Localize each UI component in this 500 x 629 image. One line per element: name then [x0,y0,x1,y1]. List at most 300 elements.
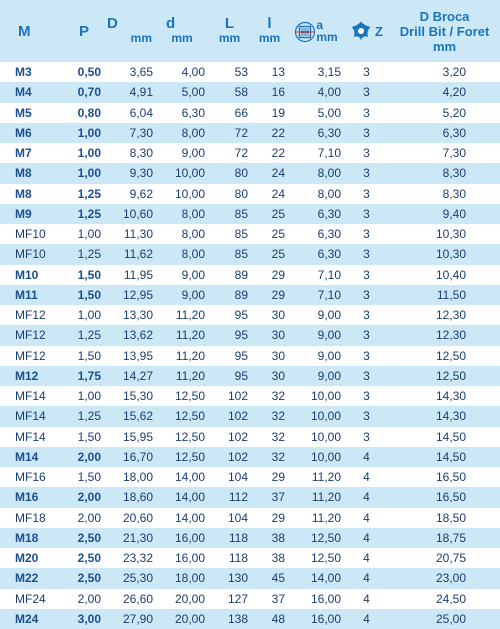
cell-a: 9,00 [288,346,344,366]
header-z [344,0,389,62]
cell-drill: 14,30 [389,406,500,426]
header-l-big [208,0,251,62]
cell-p: 1,00 [52,163,103,183]
table-row [0,467,500,487]
cell-l-big: 112 [208,487,251,507]
cell-drill: 12,50 [389,366,500,386]
cell-d-big: 11,62 [103,244,156,264]
cell-l-big: 130 [208,568,251,588]
cell-l-small: 30 [251,305,288,325]
cell-p: 3,00 [52,609,103,629]
flute-cross-section-icon [350,20,372,42]
cell-d-small: 11,20 [156,346,208,366]
cell-l-big: 102 [208,406,251,426]
table-row [0,427,500,447]
table-row [0,406,500,426]
cell-drill: 8,30 [389,163,500,183]
cell-drill: 3,20 [389,62,500,82]
cell-z: 3 [344,244,389,264]
cell-d-big: 20,60 [103,508,156,528]
cell-drill: 10,40 [389,265,500,285]
cell-l-big: 127 [208,589,251,609]
cell-d-small: 5,00 [156,82,208,102]
cell-d-small: 16,00 [156,528,208,548]
cell-d-big: 15,30 [103,386,156,406]
cell-d-big: 15,62 [103,406,156,426]
cell-drill: 18,50 [389,508,500,528]
cell-l-big: 95 [208,346,251,366]
header-d-big-label: D [107,15,118,32]
cell-a: 9,00 [288,305,344,325]
header-l-small-label: l [267,15,272,32]
header-d-small-unit: mm [171,31,193,45]
cell-l-small: 22 [251,143,288,163]
cell-z: 3 [344,285,389,305]
table-row [0,589,500,609]
cell-l-small: 29 [251,265,288,285]
cell-drill: 7,30 [389,143,500,163]
table-row [0,568,500,588]
cell-a: 6,30 [288,244,344,264]
cell-l-small: 37 [251,487,288,507]
cell-a: 6,30 [288,204,344,224]
cell-p: 0,70 [52,82,103,102]
cell-l-small: 32 [251,427,288,447]
cell-z: 4 [344,609,389,629]
cell-d-big: 26,60 [103,589,156,609]
table-row [0,548,500,568]
table-row [0,528,500,548]
cell-d-small: 9,00 [156,143,208,163]
cell-l-big: 85 [208,244,251,264]
table-row [0,123,500,143]
cell-z: 3 [344,143,389,163]
cell-l-small: 38 [251,528,288,548]
cell-d-big: 13,30 [103,305,156,325]
cell-l-big: 95 [208,325,251,345]
cell-l-big: 89 [208,265,251,285]
cell-p: 1,00 [52,386,103,406]
cell-m: MF10 [0,224,52,244]
cell-d-small: 12,50 [156,386,208,406]
header-a-unit: mm [316,30,338,44]
cell-p: 1,00 [52,305,103,325]
cell-drill: 12,50 [389,346,500,366]
cell-z: 3 [344,62,389,82]
cell-d-big: 13,95 [103,346,156,366]
cell-a: 10,00 [288,447,344,467]
table-row [0,265,500,285]
cell-a: 7,10 [288,265,344,285]
cell-m: M12 [0,366,52,386]
cell-p: 2,00 [52,487,103,507]
cell-p: 1,25 [52,325,103,345]
header-d-big-unit: mm [130,31,152,45]
cell-z: 4 [344,447,389,467]
table-row [0,325,500,345]
header-d-big [103,0,156,62]
header-l-small-unit: mm [258,31,281,45]
header-drill-unit: mm [432,38,457,54]
table-row [0,346,500,366]
cell-z: 4 [344,508,389,528]
cell-l-big: 138 [208,609,251,629]
cell-l-big: 118 [208,548,251,568]
table-row [0,143,500,163]
cell-z: 3 [344,346,389,366]
cell-drill: 10,30 [389,224,500,244]
cell-drill: 12,30 [389,305,500,325]
cell-d-small: 20,00 [156,589,208,609]
cell-p: 1,50 [52,346,103,366]
cell-m: M10 [0,265,52,285]
cell-m: M14 [0,447,52,467]
table-header [0,0,500,62]
cell-l-small: 37 [251,589,288,609]
cell-l-small: 24 [251,163,288,183]
cell-l-big: 80 [208,163,251,183]
cell-z: 3 [344,325,389,345]
cell-z: 3 [344,163,389,183]
cell-d-big: 9,62 [103,184,156,204]
cell-d-big: 14,27 [103,366,156,386]
cell-d-small: 4,00 [156,62,208,82]
cell-p: 2,00 [52,447,103,467]
cell-z: 3 [344,305,389,325]
cell-l-big: 102 [208,427,251,447]
cell-m: MF12 [0,325,52,345]
cell-m: MF16 [0,467,52,487]
cell-a: 9,00 [288,366,344,386]
header-l-small [251,0,288,62]
cell-d-small: 6,30 [156,103,208,123]
cell-d-big: 3,65 [103,62,156,82]
cell-drill: 14,30 [389,386,500,406]
cell-d-big: 27,90 [103,609,156,629]
cell-p: 1,50 [52,467,103,487]
cell-m: MF12 [0,305,52,325]
cell-drill: 5,20 [389,103,500,123]
cell-z: 3 [344,103,389,123]
cell-drill: 14,50 [389,447,500,467]
cell-d-big: 10,60 [103,204,156,224]
cell-p: 2,50 [52,528,103,548]
header-a-group [288,19,344,43]
cell-drill: 16,50 [389,487,500,507]
cell-d-small: 11,20 [156,305,208,325]
cell-p: 0,80 [52,103,103,123]
cell-z: 3 [344,366,389,386]
cell-d-big: 12,95 [103,285,156,305]
cell-d-small: 9,00 [156,265,208,285]
cell-l-big: 89 [208,285,251,305]
cell-d-small: 16,00 [156,548,208,568]
cell-l-small: 45 [251,568,288,588]
cell-drill: 12,30 [389,325,500,345]
cell-l-big: 104 [208,508,251,528]
table-row [0,224,500,244]
cell-m: M16 [0,487,52,507]
cell-d-small: 14,00 [156,508,208,528]
cell-l-small: 30 [251,346,288,366]
cell-l-big: 104 [208,467,251,487]
cell-m: MF18 [0,508,52,528]
cell-a: 7,10 [288,285,344,305]
cell-a: 11,20 [288,487,344,507]
cell-l-small: 24 [251,184,288,204]
cell-l-small: 25 [251,204,288,224]
cell-p: 2,50 [52,568,103,588]
header-z-group [344,20,389,42]
cell-d-big: 18,00 [103,467,156,487]
cell-a: 14,00 [288,568,344,588]
table-row [0,184,500,204]
cell-p: 2,50 [52,548,103,568]
cell-l-big: 85 [208,204,251,224]
cell-a: 8,00 [288,184,344,204]
header-p [52,0,103,62]
cell-p: 1,00 [52,123,103,143]
cell-l-small: 29 [251,285,288,305]
cell-d-big: 7,30 [103,123,156,143]
cell-m: M24 [0,609,52,629]
cell-drill: 9,40 [389,204,500,224]
cell-m: M20 [0,548,52,568]
cell-z: 3 [344,224,389,244]
table-row [0,508,500,528]
header-d-small [156,0,208,62]
table-row [0,447,500,467]
header-d-small-label: d [166,15,176,32]
cell-l-big: 85 [208,224,251,244]
cell-p: 1,00 [52,224,103,244]
header-drill-line2: Drill Bit / Foret [399,23,490,39]
header-a [288,0,344,62]
cell-a: 12,50 [288,528,344,548]
cell-l-small: 30 [251,325,288,345]
cell-d-small: 8,00 [156,204,208,224]
cell-d-small: 11,20 [156,325,208,345]
cell-p: 1,25 [52,244,103,264]
cell-l-big: 118 [208,528,251,548]
cell-d-big: 6,04 [103,103,156,123]
cell-d-small: 14,00 [156,467,208,487]
cell-d-big: 9,30 [103,163,156,183]
cell-d-small: 12,50 [156,447,208,467]
cell-d-small: 18,00 [156,568,208,588]
cell-l-small: 29 [251,508,288,528]
cell-a: 8,00 [288,163,344,183]
cell-m: MF14 [0,427,52,447]
cell-l-big: 58 [208,82,251,102]
cell-l-big: 102 [208,386,251,406]
cell-z: 3 [344,204,389,224]
header-a-label [316,19,337,43]
cell-l-big: 102 [208,447,251,467]
header-l-big-unit: mm [218,31,241,45]
table-row [0,204,500,224]
cell-p: 1,25 [52,406,103,426]
cell-l-small: 48 [251,609,288,629]
cell-d-big: 16,70 [103,447,156,467]
cell-p: 1,50 [52,427,103,447]
cell-m: M18 [0,528,52,548]
cell-z: 4 [344,589,389,609]
cell-d-small: 14,00 [156,487,208,507]
cell-a: 12,50 [288,548,344,568]
cell-a: 11,20 [288,467,344,487]
cell-m: M7 [0,143,52,163]
cell-l-big: 66 [208,103,251,123]
table-row [0,103,500,123]
table-row [0,305,500,325]
cell-d-big: 21,30 [103,528,156,548]
header-z-label: Z [375,23,383,39]
cell-l-small: 32 [251,447,288,467]
cell-d-big: 11,30 [103,224,156,244]
cell-drill: 10,30 [389,244,500,264]
cell-drill: 4,20 [389,82,500,102]
cell-l-small: 13 [251,62,288,82]
cell-l-small: 29 [251,467,288,487]
cell-drill: 8,30 [389,184,500,204]
header-l-big-label: L [224,15,235,32]
cell-drill: 23,00 [389,568,500,588]
cell-m: M8 [0,163,52,183]
cell-z: 4 [344,487,389,507]
cell-m: MF24 [0,589,52,609]
cell-z: 4 [344,548,389,568]
cell-l-small: 38 [251,548,288,568]
cell-l-big: 80 [208,184,251,204]
cell-a: 3,15 [288,62,344,82]
table-row [0,386,500,406]
cell-d-big: 11,95 [103,265,156,285]
cell-p: 1,00 [52,143,103,163]
cell-drill: 20,75 [389,548,500,568]
cell-m: MF14 [0,386,52,406]
cell-d-small: 10,00 [156,184,208,204]
cell-a: 16,00 [288,609,344,629]
cell-z: 3 [344,386,389,406]
cell-l-big: 95 [208,366,251,386]
cell-l-big: 53 [208,62,251,82]
cell-m: MF14 [0,406,52,426]
cell-l-big: 72 [208,143,251,163]
cell-a: 9,00 [288,325,344,345]
cell-m: M8 [0,184,52,204]
cell-d-big: 25,30 [103,568,156,588]
cell-a: 5,00 [288,103,344,123]
cell-d-small: 8,00 [156,224,208,244]
cell-m: MF10 [0,244,52,264]
header-drill [389,0,500,62]
cell-z: 4 [344,467,389,487]
cell-l-small: 22 [251,123,288,143]
cell-d-big: 4,91 [103,82,156,102]
cell-l-small: 30 [251,366,288,386]
cell-l-small: 19 [251,103,288,123]
cell-l-small: 32 [251,386,288,406]
cell-z: 3 [344,427,389,447]
table-row [0,62,500,82]
cell-d-small: 20,00 [156,609,208,629]
cell-d-big: 8,30 [103,143,156,163]
header-p-label: P [78,22,89,40]
cell-m: MF12 [0,346,52,366]
cell-m: M5 [0,103,52,123]
cell-d-small: 12,50 [156,427,208,447]
cell-p: 2,00 [52,589,103,609]
cell-z: 4 [344,528,389,548]
cell-a: 11,20 [288,508,344,528]
cell-a: 10,00 [288,406,344,426]
cell-d-small: 11,20 [156,366,208,386]
cell-p: 1,50 [52,265,103,285]
cell-drill: 16,50 [389,467,500,487]
cell-drill: 14,50 [389,427,500,447]
header-m-label: M [18,22,31,40]
cell-a: 10,00 [288,427,344,447]
cell-z: 4 [344,568,389,588]
cell-p: 1,25 [52,184,103,204]
table-row [0,285,500,305]
cell-l-big: 95 [208,305,251,325]
cell-p: 1,50 [52,285,103,305]
cell-d-small: 8,00 [156,123,208,143]
cell-d-big: 23,32 [103,548,156,568]
cell-drill: 6,30 [389,123,500,143]
cell-a: 6,30 [288,123,344,143]
cell-a: 10,00 [288,386,344,406]
cell-l-small: 25 [251,244,288,264]
table-row [0,609,500,629]
table-row [0,487,500,507]
cell-l-small: 32 [251,406,288,426]
cell-z: 3 [344,82,389,102]
cell-d-big: 13,62 [103,325,156,345]
cell-d-big: 15,95 [103,427,156,447]
cell-m: M11 [0,285,52,305]
cell-p: 2,00 [52,508,103,528]
cell-a: 6,30 [288,224,344,244]
cell-drill: 24,50 [389,589,500,609]
table-row [0,366,500,386]
cell-a: 4,00 [288,82,344,102]
table-row [0,82,500,102]
cell-d-small: 12,50 [156,406,208,426]
cell-m: M6 [0,123,52,143]
cell-z: 3 [344,123,389,143]
cell-z: 3 [344,406,389,426]
table-row [0,163,500,183]
header-drill-line1: D Broca [419,8,470,24]
cell-m: M3 [0,62,52,82]
table-row [0,244,500,264]
cell-m: M22 [0,568,52,588]
cell-p: 0,50 [52,62,103,82]
header-a-letter: a [316,18,324,32]
square-drive-icon [294,21,316,43]
cell-m: M9 [0,204,52,224]
cell-l-small: 25 [251,224,288,244]
cell-l-big: 72 [208,123,251,143]
cell-drill: 18,75 [389,528,500,548]
cell-drill: 25,00 [389,609,500,629]
header-row [0,0,500,62]
cell-d-small: 9,00 [156,285,208,305]
cell-drill: 11,50 [389,285,500,305]
